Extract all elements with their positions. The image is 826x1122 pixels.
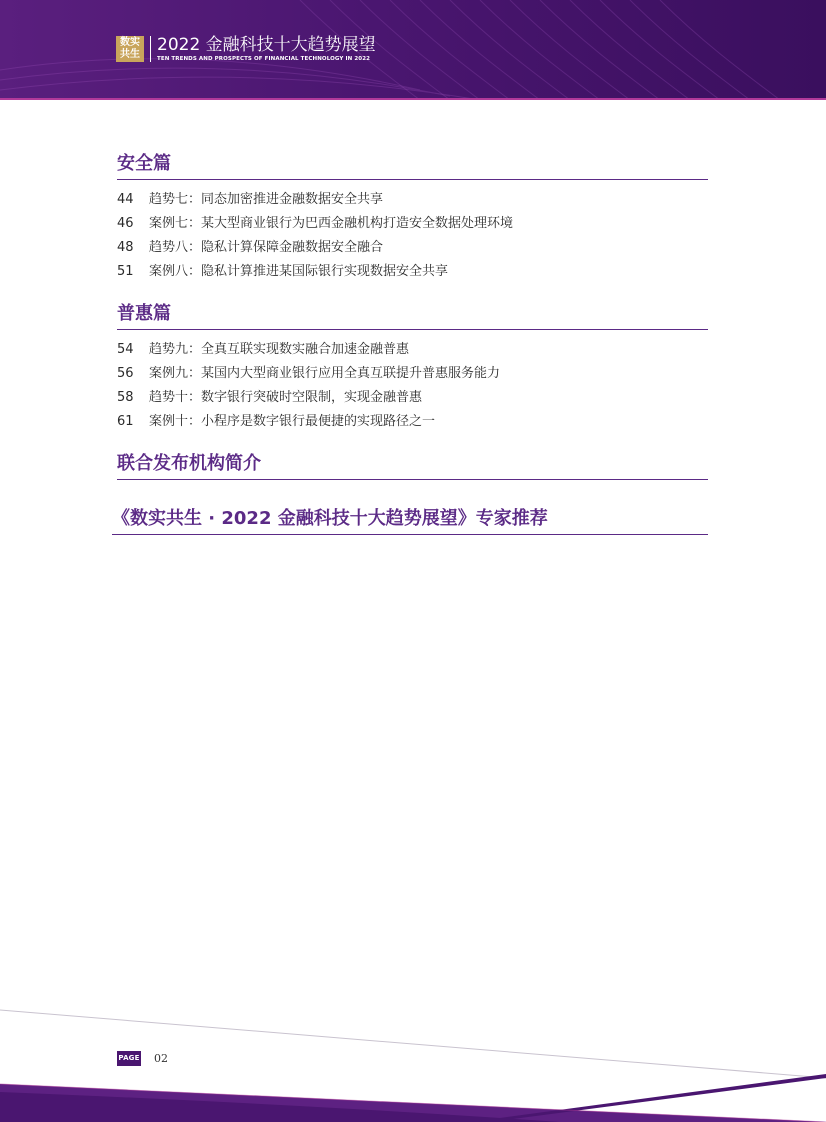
header-banner <box>0 0 826 100</box>
page-number: 02 <box>154 1052 168 1065</box>
toc-entry-text: 案例七：某大型商业银行为巴西金融机构打造安全数据处理环境 <box>149 216 514 231</box>
toc-entry-text: 趋势十：数字银行突破时空限制，实现金融普惠 <box>149 390 423 405</box>
toc-item[interactable] <box>117 260 708 284</box>
header-divider <box>150 36 151 62</box>
section-title-inclusive[interactable]: 普惠篇 <box>117 302 708 330</box>
section-organizations <box>117 452 708 480</box>
toc-item[interactable] <box>117 236 708 260</box>
section-inclusive <box>117 302 708 434</box>
logo-line-2: 共生 <box>120 49 140 60</box>
toc-entry-text: 案例十：小程序是数字银行最便捷的实现路径之一 <box>149 414 436 429</box>
report-subtitle: TEN TRENDS AND PROSPECTS OF FINANCIAL TECHNOLOGY IN 2022 <box>157 56 371 62</box>
header-accent-line <box>0 98 826 100</box>
page-label-badge: PAGE <box>117 1051 141 1066</box>
toc-entry-text: 趋势七：同态加密推进金融数据安全共享 <box>149 192 384 207</box>
toc-item[interactable] <box>117 188 708 212</box>
toc-entry-text: 案例八：隐私计算推进某国际银行实现数据安全共享 <box>149 264 449 279</box>
toc-page-number: 46 <box>117 216 134 231</box>
toc-page-number: 48 <box>117 240 134 255</box>
toc-item[interactable] <box>117 212 708 236</box>
section-security <box>117 152 708 284</box>
logo <box>116 36 144 62</box>
toc-entry-text: 趋势八：隐私计算保障金融数据安全融合 <box>149 240 384 255</box>
logo-line-1: 数实 <box>120 37 140 48</box>
toc-entry-text: 案例九：某国内大型商业银行应用全真互联提升普惠服务能力 <box>149 366 501 381</box>
toc-entry-text: 趋势九：全真互联实现数实融合加速金融普惠 <box>149 342 410 357</box>
toc-list-security <box>117 180 708 284</box>
toc-page-number: 58 <box>117 390 134 405</box>
toc-page-number: 56 <box>117 366 134 381</box>
toc-item[interactable] <box>117 410 708 434</box>
section-experts <box>112 507 708 535</box>
toc-page-number: 61 <box>117 414 134 429</box>
section-title-experts[interactable]: 《数实共生 · 2022 金融科技十大趋势展望》专家推荐 <box>112 507 708 535</box>
report-title: 2022 金融科技十大趋势展望 <box>157 35 376 55</box>
toc-page-number: 54 <box>117 342 134 357</box>
toc-page-number: 51 <box>117 264 134 279</box>
toc-item[interactable] <box>117 386 708 410</box>
toc-item[interactable] <box>117 362 708 386</box>
toc-list-inclusive <box>117 330 708 434</box>
section-title-security[interactable]: 安全篇 <box>117 152 708 180</box>
toc-page-number: 44 <box>117 192 134 207</box>
toc-item[interactable] <box>117 338 708 362</box>
section-title-organizations[interactable]: 联合发布机构简介 <box>117 452 708 480</box>
